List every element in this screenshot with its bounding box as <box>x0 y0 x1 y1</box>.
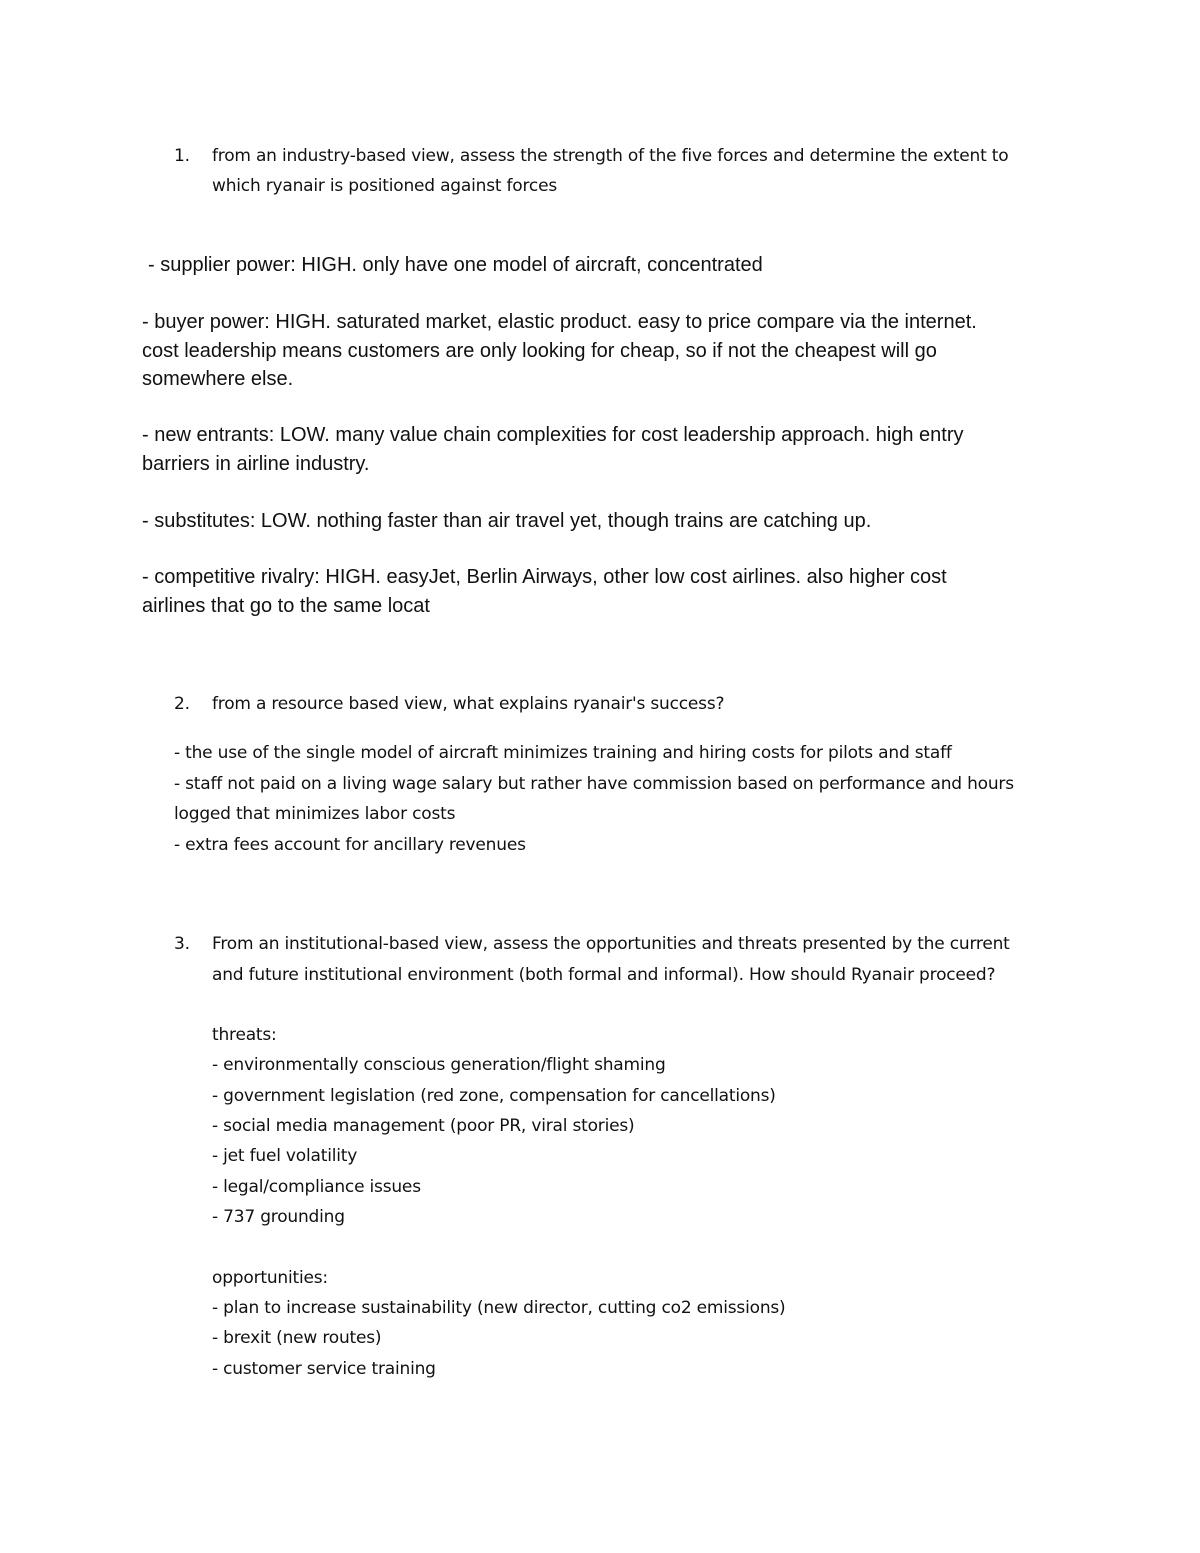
question-line: which ryanair is positioned against forces <box>212 176 557 196</box>
question-number: 3. <box>174 934 190 954</box>
list-item: - staff not paid on a living wage salary but rather have commission based on performance and hours <box>174 774 1014 794</box>
list-item: - social media management (poor PR, viral stories) <box>212 1116 635 1136</box>
section-heading: threats: <box>212 1025 277 1045</box>
list-item: - 737 grounding <box>212 1207 345 1227</box>
list-item: - extra fees account for ancillary revenues <box>174 835 526 855</box>
list-item: - brexit (new routes) <box>212 1328 382 1348</box>
list-item: - plan to increase sustainability (new director, cutting co2 emissions) <box>212 1298 786 1318</box>
list-item: - government legislation (red zone, compensation for cancellations) <box>212 1086 776 1106</box>
list-item: - jet fuel volatility <box>212 1146 358 1166</box>
section-heading: opportunities: <box>212 1268 328 1288</box>
list-item: - legal/compliance issues <box>212 1177 421 1197</box>
question-line: from an industry-based view, assess the strength of the five forces and determine the extent to <box>212 146 1009 166</box>
list-item: logged that minimizes labor costs <box>174 804 456 824</box>
document-page: 1. from an industry-based view, assess the strength of the five forces and determine the extent to which ryanair is positioned against forces - supplier power: HIGH. only have one model of aircraft, concentrated - buyer power: HIGH. saturated market, elastic product. easy to price compare via the internet. cost leadership means customers are only looking for cheap, so if not the cheapest will go somewhere else. - new entrants: LOW. many value chain complexities for cost leadership approach. high entry barriers in airline industry. - substitutes: LOW. nothing faster than air travel yet, though trains are catching up. - competitive rivalry: HIGH. easyJet, Berlin Airways, other low cost airlines. also higher cost airlines that go to the same locat 2. from a resource based view, what explains ryanair's success? - the use of the single model of aircraft minimizes training and hiring costs for pilots and staff - staff not paid on a living wage salary but rather have commission based on performance and hours logged that minimizes labor costs - extra fees account for ancillary revenues 3. From an institutional-based view, assess the opportunities and threats presented by the current and future institutional environment (both formal and informal). How should Ryanair proceed? threats: - environmentally conscious generation/flight shaming - government legislation (red zone, compensation for cancellations) - social media management (poor PR, viral stories) - jet fuel volatility - legal/compliance issues - 737 grounding opportunities: - plan to increase sustainability (new director, cutting co2 emissions) - brexit (new routes) - customer service training <box>0 0 1200 1553</box>
list-item: - customer service training <box>212 1359 436 1379</box>
question-number: 1. <box>174 146 190 166</box>
list-item: - the use of the single model of aircraft minimizes training and hiring costs for pilots and staff <box>174 743 952 763</box>
question-number: 2. <box>174 694 190 714</box>
list-item: - environmentally conscious generation/flight shaming <box>212 1055 666 1075</box>
